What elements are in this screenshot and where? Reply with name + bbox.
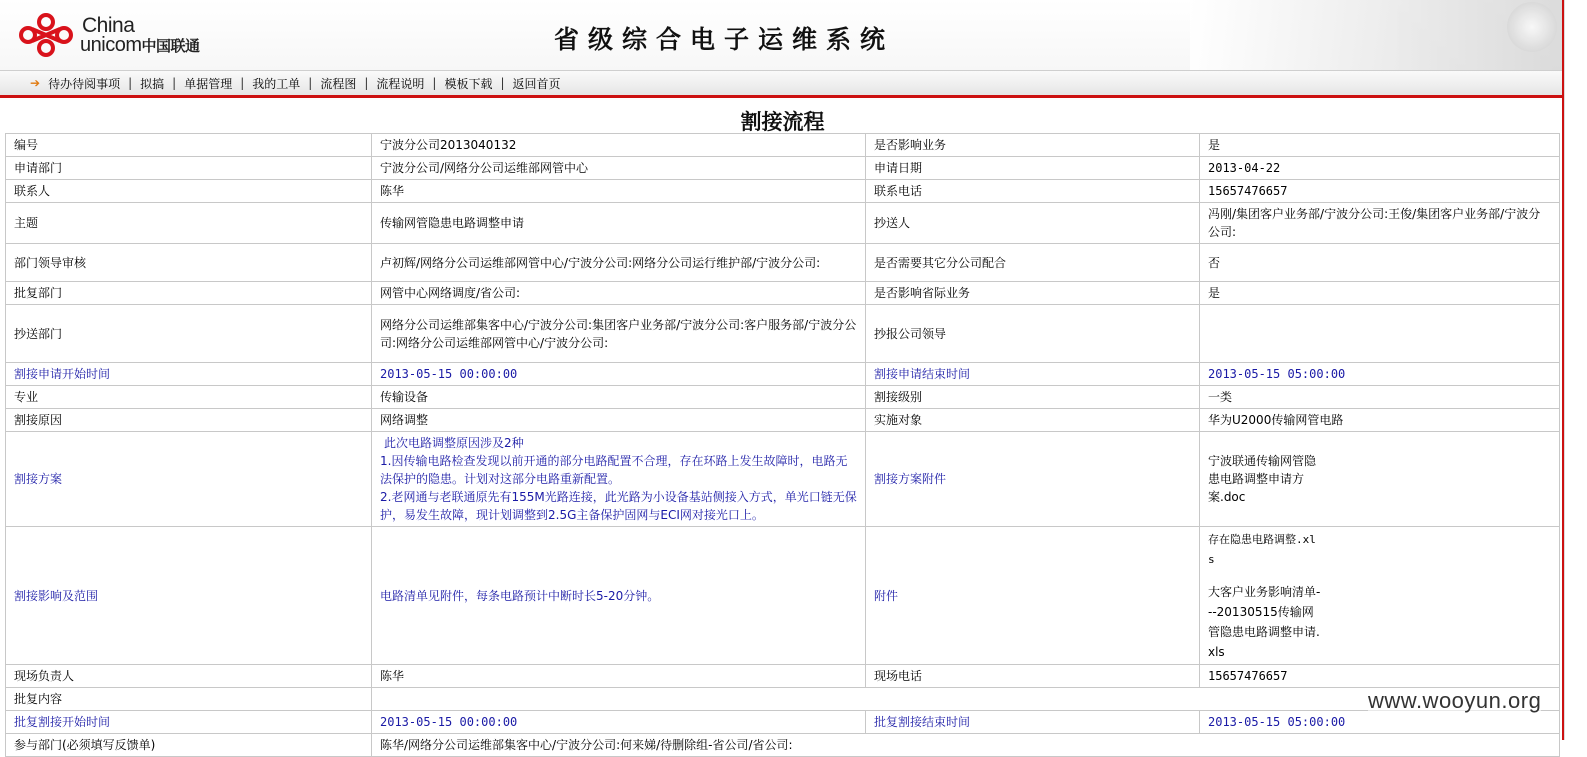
field-value-attachments (1200, 527, 1560, 665)
table-row (6, 305, 1560, 363)
logo-cn-text: 中国联通 (141, 38, 200, 55)
nav-documents[interactable]: 单据管理 (184, 76, 233, 91)
field-value-subject: 传输网管隐患电路调整申请 (372, 203, 866, 244)
watermark-text: www.wooyun.org (1368, 688, 1542, 713)
top-nav (0, 70, 1565, 95)
plan-line-2: 1.因传输电路检查发现以前开通的部分电路配置不合理，存在环路上发生故障时，电路无法保护的隐患。计划对这部分电路重新配置。 (380, 454, 848, 486)
logo-unicom-word: unicom (80, 34, 142, 56)
field-value-apply-end: 2013-05-15 05:00:00 (1200, 363, 1560, 386)
field-label-contact-phone: 联系电话 (866, 180, 1200, 203)
table-row (6, 203, 1560, 244)
table-row (6, 157, 1560, 180)
right-frame-panel (1564, 0, 1587, 740)
nav-separator: | (500, 76, 505, 90)
page-title: 割接流程 (740, 110, 825, 134)
field-value-site-manager: 陈华 (372, 665, 866, 688)
table-row (6, 432, 1560, 527)
table-row (6, 363, 1560, 386)
logo-unicom-text (80, 34, 200, 57)
logo-china-text: China (82, 14, 135, 37)
field-value-site-phone: 15657476657 (1200, 665, 1560, 688)
table-row (6, 734, 1560, 757)
field-label-participating-depts: 参与部门(必须填写反馈单) (6, 734, 372, 757)
field-label-affects-business: 是否影响业务 (866, 134, 1200, 157)
nav-todo[interactable]: 待办待阅事项 (48, 76, 121, 91)
field-label-approved-start: 批复割接开始时间 (6, 711, 372, 734)
field-value-cutover-level: 一类 (1200, 386, 1560, 409)
field-value-cc-person: 冯刚/集团客户业务部/宁波分公司:王俊/集团客户业务部/宁波分公司: (1200, 203, 1560, 244)
nav-separator: | (364, 76, 369, 90)
field-value-approved-end: 2013-05-15 05:00:00 (1200, 711, 1560, 734)
field-value-contact: 陈华 (372, 180, 866, 203)
field-value-apply-date: 2013-04-22 (1200, 157, 1560, 180)
field-label-approval-content: 批复内容 (6, 688, 372, 711)
nav-separator: | (432, 76, 437, 90)
field-label-contact: 联系人 (6, 180, 372, 203)
table-row (6, 244, 1560, 282)
page-header (0, 0, 1565, 70)
field-value-report-leaders (1200, 305, 1560, 363)
nav-separator: | (172, 76, 177, 90)
field-value-affects-interprovince: 是 (1200, 282, 1560, 305)
unicom-knot-icon (14, 10, 78, 60)
field-value-cutover-reason: 网络调整 (372, 409, 866, 432)
table-row (6, 180, 1560, 203)
decoration-globe-icon (1507, 2, 1557, 52)
field-label-site-phone: 现场电话 (866, 665, 1200, 688)
field-value-affects-business: 是 (1200, 134, 1560, 157)
table-row (6, 386, 1560, 409)
nav-template-download[interactable]: 模板下载 (444, 76, 493, 91)
field-value-specialty: 传输设备 (372, 386, 866, 409)
table-row (6, 665, 1560, 688)
china-unicom-logo[interactable] (14, 10, 244, 62)
nav-flow-description[interactable]: 流程说明 (376, 76, 425, 91)
field-label-plan-attachment: 割接方案附件 (866, 432, 1200, 527)
field-label-apply-end: 割接申请结束时间 (866, 363, 1200, 386)
field-label-cutover-level: 割接级别 (866, 386, 1200, 409)
table-row (6, 409, 1560, 432)
header-decoration (1190, 0, 1565, 70)
field-label-specialty: 专业 (6, 386, 372, 409)
field-label-cc-departments: 抄送部门 (6, 305, 372, 363)
field-label-cutover-reason: 割接原因 (6, 409, 372, 432)
field-label-number: 编号 (6, 134, 372, 157)
table-row (6, 527, 1560, 665)
attachment-link-2[interactable]: 大客户业务影响清单---20130515传输网管隐患电路调整申请.xls (1208, 584, 1321, 659)
field-value-need-cooperation: 否 (1200, 244, 1560, 282)
field-label-target-object: 实施对象 (866, 409, 1200, 432)
field-label-impact-scope: 割接影响及范围 (6, 527, 372, 665)
table-row (6, 688, 1560, 711)
cutover-form-table (5, 133, 1560, 757)
field-label-attachments: 附件 (866, 527, 1200, 665)
field-label-apply-start: 割接申请开始时间 (6, 363, 372, 386)
table-row (6, 282, 1560, 305)
field-label-apply-date: 申请日期 (866, 157, 1200, 180)
field-label-cutover-plan: 割接方案 (6, 432, 372, 527)
nav-separator: | (128, 76, 133, 90)
table-row (6, 134, 1560, 157)
nav-home[interactable]: 返回首页 (512, 76, 561, 91)
field-label-report-leaders: 抄报公司领导 (866, 305, 1200, 363)
field-label-cc-person: 抄送人 (866, 203, 1200, 244)
field-value-apply-start: 2013-05-15 00:00:00 (372, 363, 866, 386)
field-value-approval-dept: 网管中心网络调度/省公司: (372, 282, 866, 305)
nav-draft[interactable]: 拟搞 (140, 76, 165, 91)
plan-attachment-link[interactable]: 宁波联通传输网管隐患电路调整申请方案.doc (1208, 454, 1317, 504)
field-label-department: 申请部门 (6, 157, 372, 180)
plan-line-1: 此次电路调整原因涉及2种 (384, 436, 524, 450)
table-row (6, 711, 1560, 734)
nav-separator: | (240, 76, 245, 90)
field-label-subject: 主题 (6, 203, 372, 244)
field-label-leader-review: 部门领导审核 (6, 244, 372, 282)
system-title: 省级综合电子运维系统 (554, 25, 895, 54)
nav-arrow-icon: ➔ (30, 76, 41, 90)
field-value-leader-review: 卢初辉/网络分公司运维部网管中心/宁波分公司:网络分公司运行维护部/宁波分公司: (372, 244, 866, 282)
nav-flowchart[interactable]: 流程图 (320, 76, 357, 91)
plan-line-3: 2.老网通与老联通原先有155M光路连接，此光路为小设备基站侧接入方式，单光口链无保护，易发生故障，现计划调整到2.5G主备保护固网与ECI网对接光口上。 (380, 490, 857, 522)
header-divider (0, 95, 1565, 98)
field-value-approved-start: 2013-05-15 00:00:00 (372, 711, 866, 734)
field-value-contact-phone: 15657476657 (1200, 180, 1560, 203)
nav-my-orders[interactable]: 我的工单 (252, 76, 301, 91)
nav-separator: | (308, 76, 313, 90)
field-value-cutover-plan (372, 432, 866, 527)
field-label-approval-dept: 批复部门 (6, 282, 372, 305)
field-value-participating-depts: 陈华/网络分公司运维部集客中心/宁波分公司:何来娣/待删除组-省公司/省公司: (372, 734, 1560, 757)
field-value-department: 宁波分公司/网络分公司运维部网管中心 (372, 157, 866, 180)
field-label-need-cooperation: 是否需要其它分公司配合 (866, 244, 1200, 282)
field-label-site-manager: 现场负责人 (6, 665, 372, 688)
field-value-cc-departments: 网络分公司运维部集客中心/宁波分公司:集团客户业务部/宁波分公司:客户服务部/宁波分公司:网络分公司运维部网管中心/宁波分公司: (372, 305, 866, 363)
field-label-approved-end: 批复割接结束时间 (866, 711, 1200, 734)
field-value-plan-attachment (1200, 432, 1560, 527)
field-value-number: 宁波分公司2013040132 (372, 134, 866, 157)
field-label-affects-interprovince: 是否影响省际业务 (866, 282, 1200, 305)
field-value-target-object: 华为U2000传输网管电路 (1200, 409, 1560, 432)
attachment-link-1[interactable]: 存在隐患电路调整.xls (1208, 532, 1316, 566)
field-value-impact-scope: 电路清单见附件，每条电路预计中断时长5-20分钟。 (372, 527, 866, 665)
